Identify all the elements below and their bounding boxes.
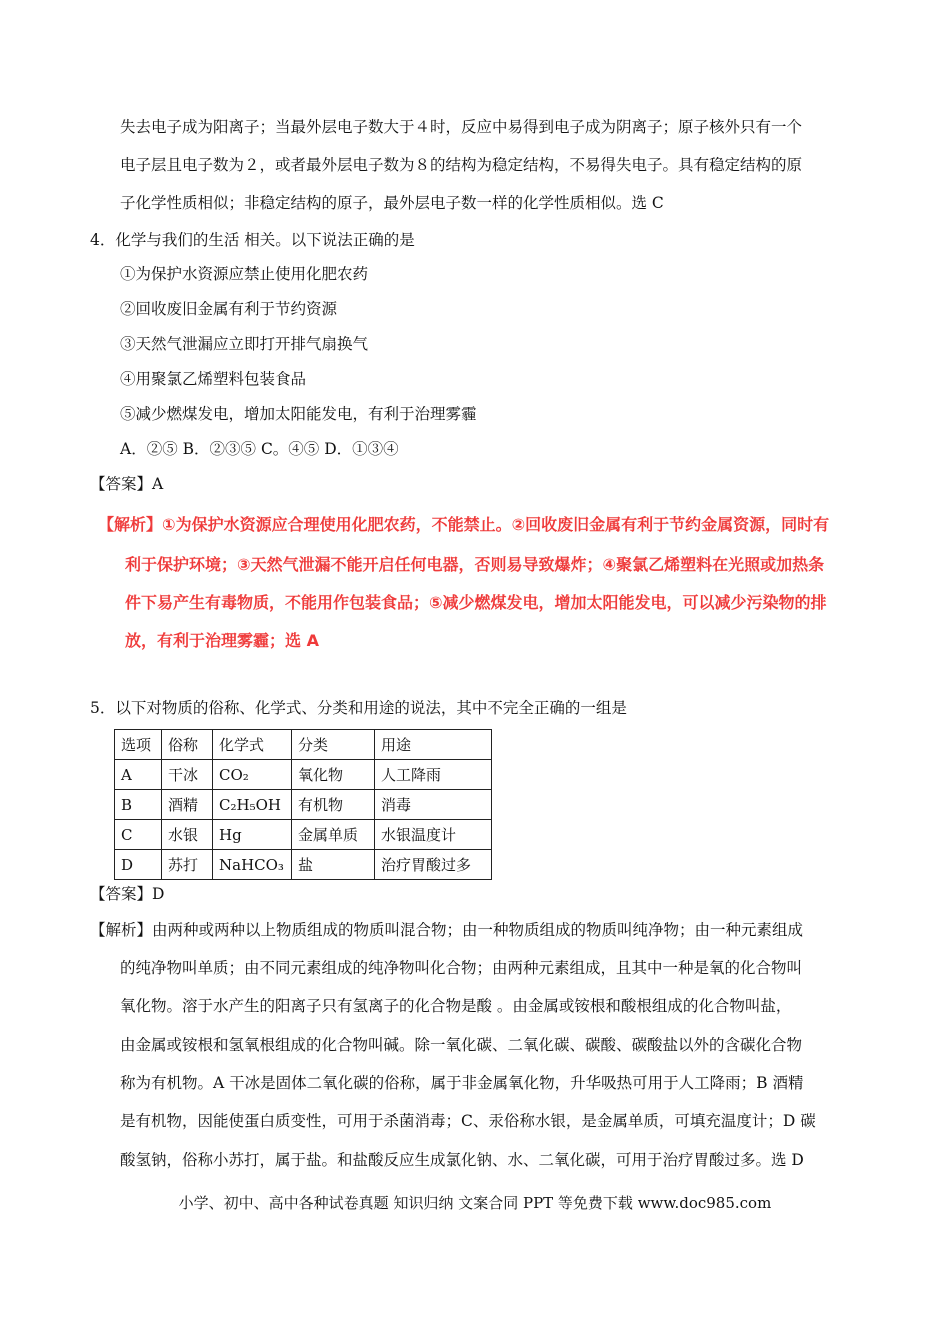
table-row [115, 850, 492, 880]
table-cell: 苏打 [162, 850, 213, 880]
table-cell: B [115, 790, 162, 820]
intro-line-1: 失去电子成为阳离子；当最外层电子数大于４时，反应中易得到电子成为阴离子；原子核外只有一个 [120, 118, 803, 136]
q5-analysis-line-2: 的纯净物叫单质；由不同元素组成的纯净物叫化合物；由两种元素组成，且其中一种是氧的化合物叫 [120, 959, 803, 977]
table-header-cell: 选项 [115, 730, 162, 760]
q5-analysis-line-1: 【解析】由两种或两种以上物质组成的物质叫混合物；由一种物质组成的物质叫纯净物；由一种元素组成 [90, 921, 804, 939]
table-cell: C₂H₅OH [213, 790, 292, 820]
q4-item-5: ⑤减少燃煤发电，增加太阳能发电，有利于治理雾霾 [120, 405, 477, 423]
table-row [115, 790, 492, 820]
table-cell: 治疗胃酸过多 [375, 850, 492, 880]
q5-analysis-line-4: 由金属或铵根和氢氧根组成的化合物叫碱。除一氧化碳、二氧化碳、碳酸、碳酸盐以外的含碳化合物 [120, 1036, 803, 1054]
table-header-cell: 用途 [375, 730, 492, 760]
table-cell: CO₂ [213, 760, 292, 790]
q4-answer: 【答案】A [90, 475, 164, 493]
q4-item-1: ①为保护水资源应禁止使用化肥农药 [120, 265, 369, 283]
q5-analysis-line-6: 是有机物，因能使蛋白质变性，可用于杀菌消毒；C、汞俗称水银，是金属单质，可填充温度计；D 碳 [120, 1112, 816, 1130]
table-cell: 消毒 [375, 790, 492, 820]
q4-analysis-tag: 【解析】 [98, 515, 163, 534]
q4-item-4: ④用聚氯乙烯塑料包装食品 [120, 370, 307, 388]
table-cell: 金属单质 [292, 820, 375, 850]
q4-analysis-line-3: 件下易产生有毒物质，不能用作包装食品；⑤减少燃煤发电，增加太阳能发电，可以减少污染物的排 [125, 593, 827, 612]
table-cell: 氧化物 [292, 760, 375, 790]
q4-analysis-line-2: 利于保护环境；③天然气泄漏不能开启任何电器，否则易导致爆炸；④聚氯乙烯塑料在光照或加热条 [125, 555, 825, 574]
q5-analysis-line-5: 称为有机物。A 干冰是固体二氧化碳的俗称，属于非金属氧化物，升华吸热可用于人工降雨；B 酒精 [120, 1074, 804, 1092]
q4-stem: 4．化学与我们的生活 相关。以下说法正确的是 [90, 231, 415, 249]
table-cell: 水银 [162, 820, 213, 850]
table-cell: 干冰 [162, 760, 213, 790]
q5-analysis-line-3: 氧化物。溶于水产生的阳离子只有氢离子的化合物是酸 。由金属或铵根和酸根组成的化合物叫盐， [120, 997, 792, 1015]
table-cell: 有机物 [292, 790, 375, 820]
q4-analysis-line-1 [98, 514, 829, 536]
table-row [115, 760, 492, 790]
page-footer: 小学、初中、高中各种试卷真题 知识归纳 文案合同 PPT 等免费下载 www.doc985.com [178, 1194, 772, 1212]
q5-analysis-line-7: 酸氢钠，俗称小苏打，属于盐。和盐酸反应生成氯化钠、水、二氧化碳，可用于治疗胃酸过多。选 D [120, 1151, 804, 1169]
q4-options: A．②⑤ B．②③⑤ C。④⑤ D．①③④ [120, 440, 399, 458]
table-cell: 水银温度计 [375, 820, 492, 850]
table-header-cell: 分类 [292, 730, 375, 760]
q4-analysis-text-1: ①为保护水资源应合理使用化肥农药，不能禁止。②回收废旧金属有利于节约金属资源，同时有 [162, 515, 830, 534]
table-cell: D [115, 850, 162, 880]
table-cell: NaHCO₃ [213, 850, 292, 880]
intro-line-2: 电子层且电子数为２，或者最外层电子数为８的结构为稳定结构，不易得失电子。具有稳定结构的原 [120, 156, 803, 174]
table-cell: 盐 [292, 850, 375, 880]
intro-line-3: 子化学性质相似；非稳定结构的原子，最外层电子数一样的化学性质相似。选 C [120, 194, 664, 212]
q5-stem: 5．以下对物质的俗称、化学式、分类和用途的说法，其中不完全正确的一组是 [90, 699, 627, 717]
table-cell: 酒精 [162, 790, 213, 820]
table-cell: Hg [213, 820, 292, 850]
substance-table [114, 729, 492, 880]
table-cell: C [115, 820, 162, 850]
q4-analysis-line-4: 放，有利于治理雾霾；选 A [125, 631, 319, 650]
q4-item-2: ②回收废旧金属有利于节约资源 [120, 300, 338, 318]
q5-answer: 【答案】D [90, 885, 165, 903]
table-header-row [115, 730, 492, 760]
table-header-cell: 化学式 [213, 730, 292, 760]
table-cell: 人工降雨 [375, 760, 492, 790]
table-cell: A [115, 760, 162, 790]
table-header-cell: 俗称 [162, 730, 213, 760]
q4-item-3: ③天然气泄漏应立即打开排气扇换气 [120, 335, 369, 353]
table-row [115, 820, 492, 850]
